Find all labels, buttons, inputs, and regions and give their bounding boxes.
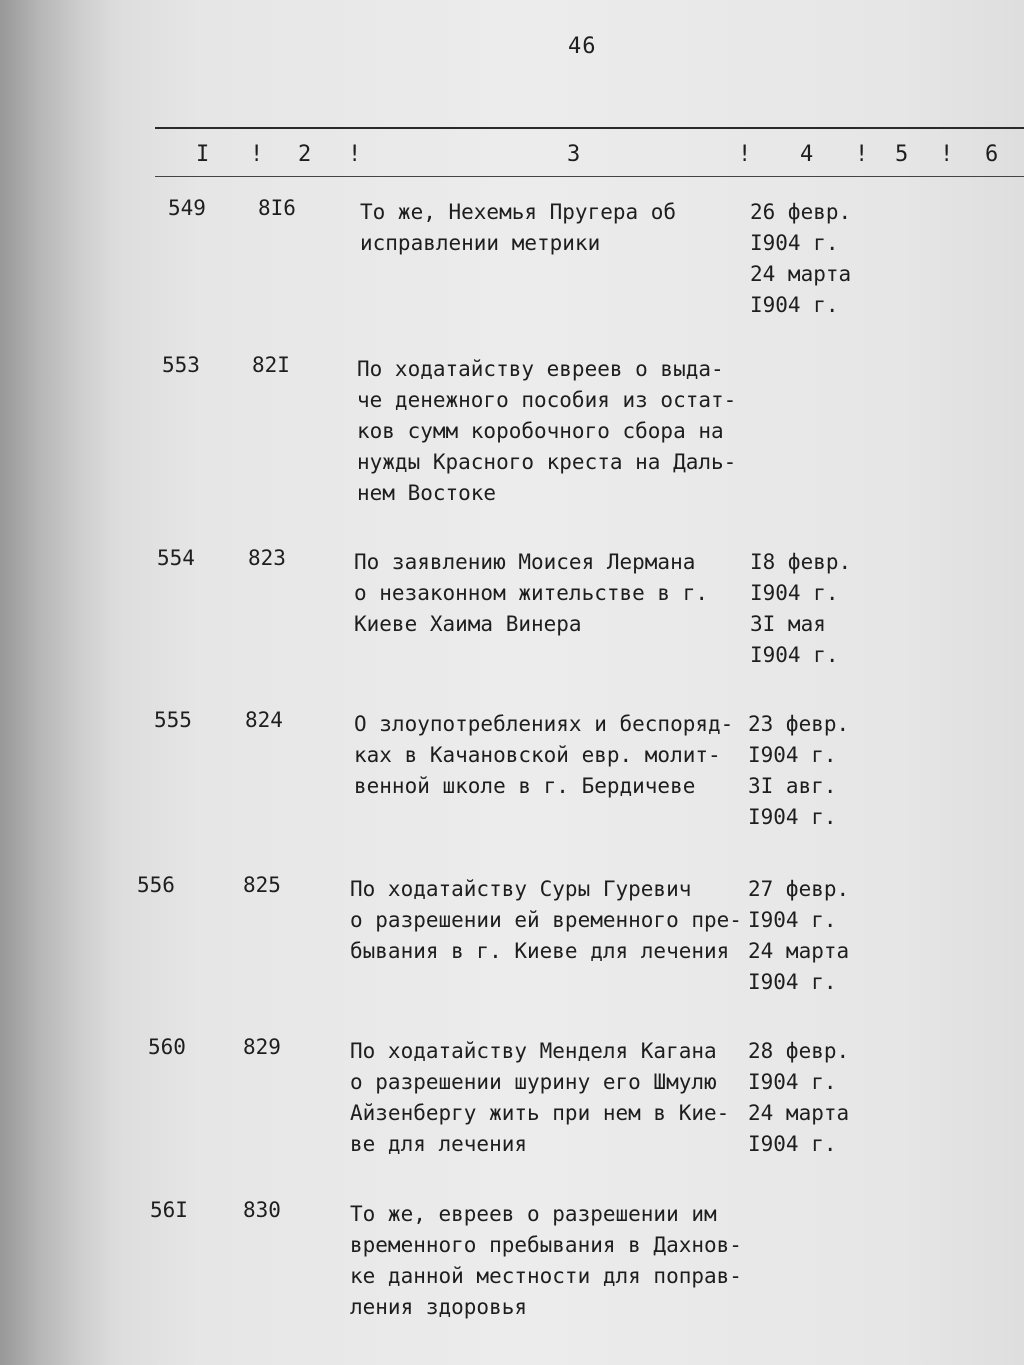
case-dates (750, 197, 851, 321)
header-separator: ! (348, 142, 362, 167)
description-line: о разрешении ей временного пре- (350, 908, 742, 932)
row-number: 553 (162, 353, 200, 377)
row-number: 560 (148, 1035, 186, 1059)
header-separator: ! (855, 142, 869, 167)
description-line: нем Востоке (357, 481, 497, 505)
case-description (354, 547, 708, 640)
case-dates (750, 547, 851, 671)
date-line: I904 г. (748, 1070, 837, 1094)
header-col-6: 6 (985, 142, 999, 167)
description-line: о незаконном жительстве в г. (354, 581, 709, 605)
description-line: исправлении метрики (360, 231, 601, 255)
description-line: Айзенбергу жить при нем в Кие- (350, 1101, 730, 1125)
header-col-1: I (196, 142, 210, 167)
date-line: I904 г. (750, 581, 839, 605)
case-number: 82I (252, 353, 290, 377)
description-line: По ходатайству евреев о выда- (357, 357, 724, 381)
description-line: нужды Красного креста на Даль- (357, 450, 737, 474)
description-line: О злоупотреблениях и беспоряд- (354, 712, 734, 736)
row-number: 549 (168, 196, 206, 220)
header-col-3: 3 (567, 142, 581, 167)
case-description (350, 1199, 742, 1323)
description-line: бывания в г. Киеве для лечения (350, 939, 730, 963)
header-top-rule (155, 127, 1024, 129)
description-line: о разрешении шурину его Шмулю (350, 1070, 717, 1094)
description-line: временного пребывания в Дахнов- (350, 1233, 742, 1257)
page-number: 46 (568, 34, 597, 59)
date-line: 23 февр. (748, 712, 850, 736)
description-line: венной школе в г. Бердичеве (354, 774, 696, 798)
description-line: ке данной местности для поправ- (350, 1264, 742, 1288)
header-col-5: 5 (895, 142, 909, 167)
case-number: 825 (243, 873, 281, 897)
description-line: То же, Нехемья Пругера об (360, 200, 677, 224)
description-line: По ходатайству Суры Гуревич (350, 877, 692, 901)
date-line: I904 г. (748, 1132, 837, 1156)
case-description (357, 354, 736, 509)
header-separator: ! (738, 142, 752, 167)
date-line: I904 г. (750, 643, 839, 667)
case-description (350, 874, 742, 967)
date-line: 26 февр. (750, 200, 852, 224)
case-description (354, 709, 733, 802)
case-number: 830 (243, 1198, 281, 1222)
description-line: ках в Качановской евр. молит- (354, 743, 721, 767)
case-number: 829 (243, 1035, 281, 1059)
case-dates (748, 709, 849, 833)
description-line: ления здоровья (350, 1295, 528, 1319)
date-line: 24 марта (748, 939, 850, 963)
description-line: ков сумм коробочного сбора на (357, 419, 724, 443)
header-bottom-rule (155, 176, 1024, 177)
description-line: То же, евреев о разрешении им (350, 1202, 717, 1226)
case-dates (748, 874, 849, 998)
case-number: 8I6 (258, 196, 296, 220)
header-col-2: 2 (298, 142, 312, 167)
date-line: 28 февр. (748, 1039, 850, 1063)
date-line: I904 г. (748, 805, 837, 829)
binding-shadow (0, 0, 118, 1365)
header-col-4: 4 (800, 142, 814, 167)
description-line: Киеве Хаима Винера (354, 612, 582, 636)
date-line: 27 февр. (748, 877, 850, 901)
date-line: 3I авг. (748, 774, 837, 798)
date-line: I904 г. (748, 970, 837, 994)
date-line: I904 г. (750, 293, 839, 317)
header-separator: ! (250, 142, 264, 167)
case-number: 823 (248, 546, 286, 570)
case-description (350, 1036, 729, 1160)
date-line: I904 г. (748, 908, 837, 932)
date-line: 24 марта (748, 1101, 850, 1125)
date-line: I8 февр. (750, 550, 852, 574)
row-number: 556 (137, 873, 175, 897)
header-separator: ! (940, 142, 954, 167)
date-line: 3I мая (750, 612, 826, 636)
date-line: 24 марта (750, 262, 852, 286)
description-line: ве для лечения (350, 1132, 528, 1156)
description-line: По заявлению Моисея Лермана (354, 550, 696, 574)
case-dates (748, 1036, 849, 1160)
case-number: 824 (245, 708, 283, 732)
row-number: 56I (150, 1198, 188, 1222)
case-description (360, 197, 676, 259)
row-number: 554 (157, 546, 195, 570)
date-line: I904 г. (748, 743, 837, 767)
description-line: че денежного пособия из остат- (357, 388, 737, 412)
row-number: 555 (154, 708, 192, 732)
description-line: По ходатайству Менделя Кагана (350, 1039, 717, 1063)
date-line: I904 г. (750, 231, 839, 255)
